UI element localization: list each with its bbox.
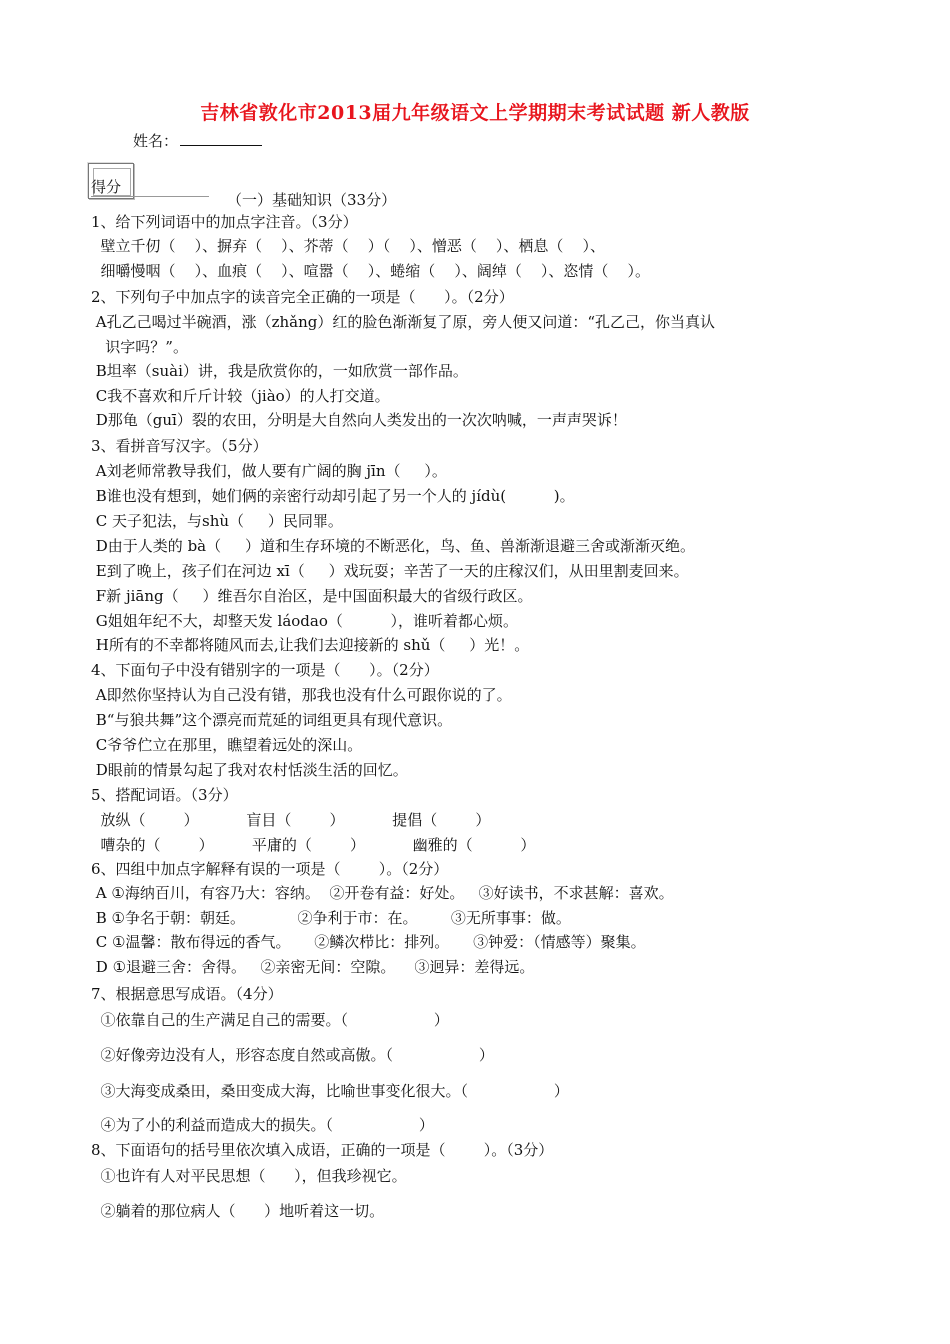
q3-item-h: H所有的不幸都将随风而去,让我们去迎接新的 shǔ（ ）光！。 [91, 636, 530, 654]
q8-heading: 8、下面语句的括号里依次填入成语，正确的一项是（ ）。（3分） [91, 1141, 554, 1159]
q7-item-2: ②好像旁边没有人，形容态度自然或高傲。（ ） [91, 1046, 494, 1064]
q6-option-d: D ①退避三舍：舍得。 ②亲密无间：空隙。 ③迥异：差得远。 [91, 958, 535, 976]
q5-row-2: 嘈杂的（ ） 平庸的（ ） 幽雅的（ ） [91, 836, 536, 854]
q3-item-a: A刘老师常教导我们，做人要有广阔的胸 jīn（ ）。 [91, 462, 447, 480]
q6-heading: 6、四组中加点字解释有误的一项是（ ）。（2分） [91, 860, 449, 878]
q1-heading: 1、给下列词语中的加点字注音。（3分） [91, 213, 358, 231]
q7-item-3: ③大海变成桑田，桑田变成大海，比喻世事变化很大。（ ） [91, 1082, 569, 1100]
q4-option-d: D眼前的情景勾起了我对农村恬淡生活的回忆。 [91, 761, 408, 779]
q2-option-c: C我不喜欢和斤斤计较（jiào）的人打交道。 [91, 387, 390, 405]
q2-option-b: B坦率（suài）讲，我是欣赏你的，一如欣赏一部作品。 [91, 362, 468, 380]
q1-line-1: 壁立千仞（ ）、摒弃（ ）、芥蒂（ ）（ ）、憎恶（ ）、栖息（ ）、 [91, 237, 605, 255]
document-title: 吉林省敦化市2013届九年级语文上学期期末考试试题 新人教版 [200, 102, 750, 124]
q2-heading: 2、下列句子中加点字的读音完全正确的一项是（ ）。（2分） [91, 288, 514, 306]
q6-option-a: A ①海纳百川，有容乃大：容纳。 ②开卷有益：好处。 ③好读书，不求甚解：喜欢。 [91, 884, 674, 902]
name-field [133, 130, 262, 151]
name-label: 姓名： [133, 132, 179, 150]
q5-row-1: 放纵（ ） 盲目（ ） 提倡（ ） [91, 811, 491, 829]
q4-heading: 4、下面句子中没有错别字的一项是（ ）。（2分） [91, 661, 439, 679]
q3-item-c: C 天子犯法，与shù（ ）民同罪。 [91, 512, 343, 530]
q4-option-c: C爷爷伫立在那里，瞧望着远处的深山。 [91, 736, 363, 754]
name-blank[interactable] [180, 131, 262, 146]
q3-item-f: F新 jiāng（ ）维吾尔自治区，是中国面积最大的省级行政区。 [91, 587, 533, 605]
q3-heading: 3、看拼音写汉字。（5分） [91, 437, 268, 455]
q2-option-a: A孔乙己喝过半碗酒，涨（zhǎng）红的脸色渐渐复了原，旁人便又问道：“孔乙己，你当真认 [91, 313, 716, 331]
q3-item-g: G姐姐年纪不大，却整天发 láodao（ ），谁听着都心烦。 [91, 612, 519, 630]
section-heading: （一）基础知识（33分） [227, 191, 397, 209]
score-label: 得分 [91, 178, 122, 196]
q5-heading: 5、搭配词语。（3分） [91, 786, 238, 804]
q6-option-c: C ①温馨：散布得远的香气。 ②鳞次栉比：排列。 ③钟爱：（情感等）聚集。 [91, 933, 646, 951]
q1-line-2: 细嚼慢咽（ ）、血痕（ ）、喧嚣（ ）、蜷缩（ ）、阔绰（ ）、恣情（ ）。 [91, 262, 650, 280]
q7-item-4: ④为了小的利益而造成大的损失。（ ） [91, 1116, 434, 1134]
q2-option-a-cont: 识字吗？”。 [91, 338, 188, 356]
score-rule [91, 196, 209, 197]
q4-option-b: B“与狼共舞”这个漂亮而荒延的词组更具有现代意识。 [91, 711, 453, 729]
q4-option-a: A即然你坚持认为自己没有错，那我也没有什么可跟你说的了。 [91, 686, 512, 704]
q3-item-e: E到了晚上，孩子们在河边 xī（ ）戏玩耍；辛苦了一天的庄稼汉们，从田里割麦回来。 [91, 562, 689, 580]
q7-heading: 7、根据意思写成语。（4分） [91, 985, 283, 1003]
q8-item-2: ②躺着的那位病人（ ）地听着这一切。 [91, 1202, 385, 1220]
q2-option-d: D那龟（guī）裂的农田，分明是大自然向人类发出的一次次呐喊，一声声哭诉！ [91, 411, 627, 429]
q3-item-d: D由于人类的 bà（ ）道和生存环境的不断恶化，鸟、鱼、兽渐渐退避三舍或渐渐灭绝。 [91, 537, 695, 555]
q3-item-b: B谁也没有想到，她们俩的亲密行动却引起了另一个人的 jídù( )。 [91, 487, 575, 505]
q8-item-1: ①也许有人对平民思想（ ），但我珍视它。 [91, 1167, 407, 1185]
q6-option-b: B ①争名于朝：朝廷。 ②争利于市：在。 ③无所事事：做。 [91, 909, 571, 927]
q7-item-1: ①依靠自己的生产满足自己的需要。（ ） [91, 1011, 449, 1029]
